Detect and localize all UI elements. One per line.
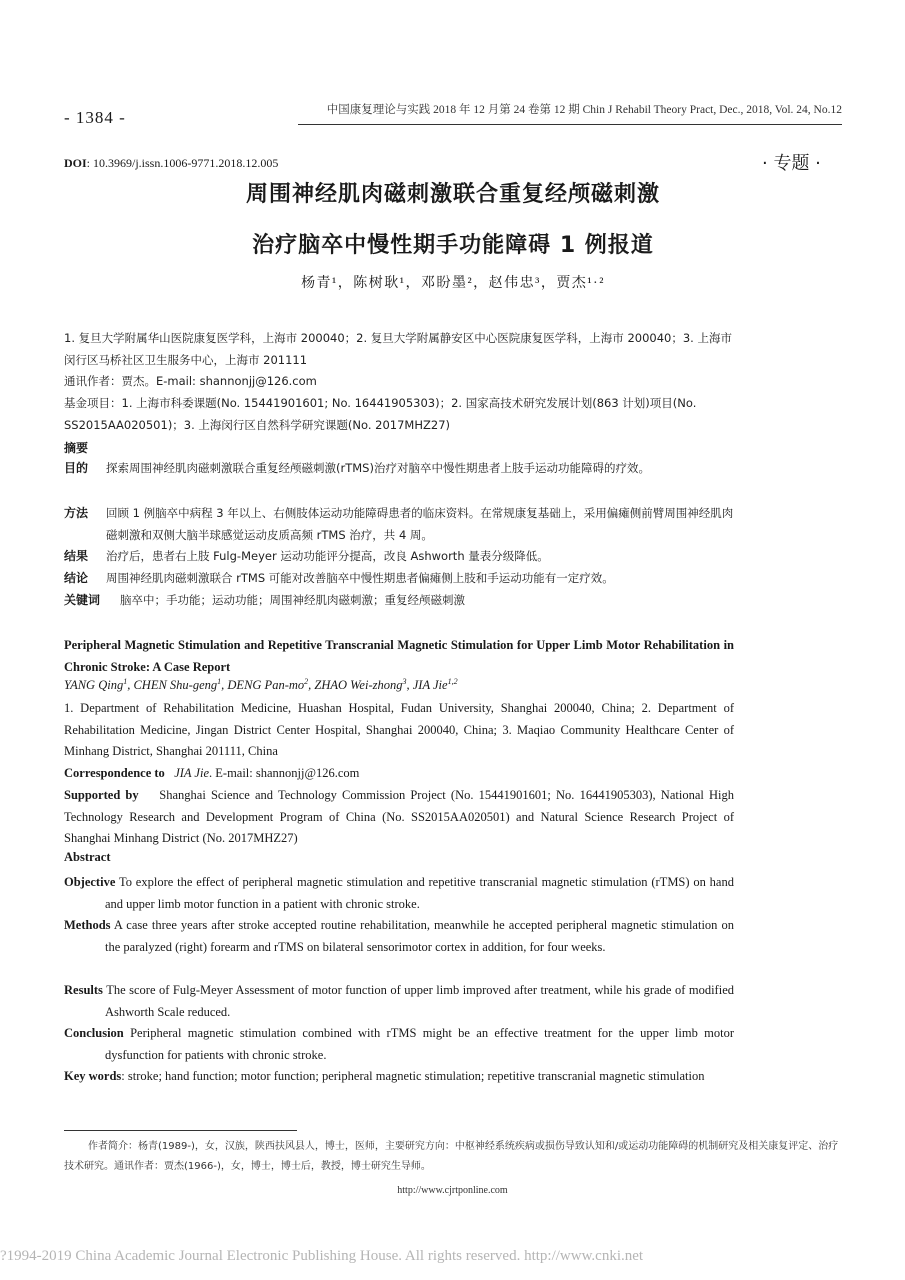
- author-en-2-sup: 1: [217, 677, 222, 686]
- section-label: · 专题 ·: [762, 153, 821, 174]
- author-en-3: DENG Pan-mo: [227, 678, 305, 693]
- authors-cn: 杨青¹，陈树耿¹，邓盼墨²，赵伟忠³，贾杰¹·²: [301, 276, 605, 291]
- abstract-cn-results-label: 结果: [64, 549, 89, 563]
- abstract-cn-conclusion-text: 周围神经肌肉磁刺激联合 rTMS 可能对改善脑卒中慢性期患者偏瘫侧上肢和手运动功能有一定疗效。: [106, 571, 614, 585]
- author-en-3-sup: 2: [304, 677, 309, 686]
- correspondence-en-label: Correspondence to: [64, 766, 165, 780]
- footnote-rule: [64, 1130, 297, 1131]
- abstract-en-keywords-text: : stroke; hand function; motor function; peripheral magnetic stimulation; repetitive transcranial magnetic stimulation: [121, 1069, 705, 1083]
- correspondence-en-text: . E-mail: shannonjj@126.com: [209, 766, 360, 780]
- abstract-cn-methods-text: 回顾 1 例脑卒中病程 3 年以上、右侧肢体运动功能障碍患者的临床资料。在常规康复基础上，采用偏瘫侧前臂周围神经肌肉磁刺激和双侧大脑半球感觉运动皮质高频 rTMS 治疗，共 4 周。: [106, 506, 734, 542]
- abstract-cn-objective-label: 目的: [64, 461, 89, 475]
- page-number: - 1384 -: [64, 108, 126, 127]
- cnki-watermark: ?1994-2019 China Academic Journal Electronic Publishing House. All rights reserved. http://www.cnki.net: [0, 1248, 644, 1264]
- abstract-en-conclusion-label: Conclusion: [64, 1026, 124, 1040]
- abstract-en-methods: [64, 915, 734, 958]
- author-en-5-sup: 1,2: [447, 677, 458, 686]
- abstract-en-objective-text: To explore the effect of peripheral magnetic stimulation and repetitive transcranial magnetic stimulation (rTMS) on hand and upper limb motor function in a patient with chronic stroke.: [105, 875, 734, 911]
- footer-url: http://www.cjrtponline.com: [397, 1185, 508, 1196]
- journal-header: 中国康复理论与实践 2018 年 12 月第 24 卷第 12 期 Chin J Rehabil Theory Pract, Dec., 2018, Vol. 24, No.12: [326, 104, 842, 116]
- author-en-1: YANG Qing: [64, 678, 124, 693]
- abstract-en-results-text: The score of Fulg-Meyer Assessment of motor function of upper limb improved after treatment, while his grade of modified Ashworth Scale reduced.: [105, 983, 734, 1019]
- abstract-en-methods-text: A case three years after stroke accepted routine rehabilitation, meanwhile he accepted peripheral magnetic stimulation on the paralyzed (right) forearm and rTMS on bilateral sensorimotor cortex in addition, for four weeks.: [105, 918, 734, 954]
- abstract-cn-objective-text: 探索周围神经肌肉磁刺激联合重复经颅磁刺激(rTMS)治疗对脑卒中慢性期患者上肢手运动功能障碍的疗效。: [106, 461, 650, 475]
- abstract-cn-keywords-label: 关键词: [64, 593, 101, 607]
- abstract-heading-cn: 摘要: [64, 441, 89, 455]
- author-footnote: 作者简介：杨青(1989-)，女，汉族，陕西扶风县人，博士，医师，主要研究方向：中枢神经系统疾病或损伤导致认知和/或运动功能障碍的机制研究及相关康复评定、治疗技术研究。通讯作者：贾杰(1966-)，女，博士，博士后，教授，博士研究生导师。: [64, 1141, 839, 1172]
- title-cn-line2: 治疗脑卒中慢性期手功能障碍 1 例报道: [252, 233, 654, 258]
- correspondence-cn: 通讯作者：贾杰。E-mail: shannonjj@126.com: [64, 374, 317, 388]
- author-en-4: ZHAO Wei-zhong: [314, 678, 403, 693]
- author-en-1-sup: 1: [123, 677, 128, 686]
- title-cn-line1: 周围神经肌肉磁刺激联合重复经颅磁刺激: [245, 182, 660, 207]
- doi-label: DOI: [64, 156, 87, 170]
- authors-en: YANG Qing$^1$, CHEN Shu-geng$^1$, DENG Pan-$mo^2$, ZHAO Wei-zhong$^3$, JIA Jie$^{1,2}$: [64, 677, 458, 693]
- abstract-cn-methods: [64, 503, 734, 546]
- abstract-cn-keywords: [64, 590, 734, 612]
- abstract-en-results-label: Results: [64, 983, 103, 997]
- correspondence-en: [64, 763, 734, 785]
- abstract-en-methods-label: Methods: [64, 918, 111, 932]
- affiliations-cn: 1. 复旦大学附属华山医院康复医学科，上海市 200040；2. 复旦大学附属静安区中心医院康复医学科，上海市 200040；3. 上海市闵行区马桥社区卫生服务中心，上海市 201111: [64, 331, 732, 367]
- supported-en-text: Shanghai Science and Technology Commission Project (No. 15441901601; No. 16441905303), National High Technology Research and Development Program of China (No. SS2015AA020501) and Natural Science Research Project of Shanghai Minhang District (No. 2017MHZ27): [64, 788, 734, 845]
- author-en-5: JIA Jie: [412, 678, 448, 693]
- abstract-en-conclusion-text: Peripheral magnetic stimulation combined with rTMS might be an effective treatment for the upper limb motor dysfunction for patients with chronic stroke.: [105, 1026, 734, 1062]
- funding-cn: 基金项目：1. 上海市科委课题(No. 15441901601; No. 16441905303)；2. 国家高技术研究发展计划(863 计划)项目(No. SS2015AA020501)；3. 上海闵行区自然科学研究课题(No. 2017MHZ27): [64, 396, 697, 432]
- affiliations-en: 1. Department of Rehabilitation Medicine, Huashan Hospital, Fudan University, Shanghai 200040, China; 2. Department of Rehabilitation Medicine, Jingan District Center Hospital, Shanghai 200040, China; 3. Maqiao Community Healthcare Center of Minhang District, Shanghai 201111, China: [64, 701, 734, 758]
- abstract-cn-keywords-text: 脑卒中；手功能；运动功能；周围神经肌肉磁刺激；重复经颅磁刺激: [120, 593, 465, 607]
- abstract-en-objective-label: Objective: [64, 875, 116, 889]
- doi-value: : 10.3969/j.issn.1006-9771.2018.12.005: [86, 156, 279, 170]
- doi-line: [64, 156, 278, 171]
- abstract-cn-methods-label: 方法: [64, 506, 89, 520]
- abstract-cn-conclusion-label: 结论: [64, 571, 89, 585]
- abstract-en-results: [64, 980, 734, 1023]
- header-rule: [298, 124, 842, 125]
- author-en-4-sup: 3: [402, 677, 407, 686]
- abstract-en-objective: [64, 872, 734, 915]
- abstract-en-conclusion: [64, 1023, 734, 1066]
- correspondence-en-name: JIA Jie: [174, 766, 210, 780]
- abstract-cn-conclusion: [64, 568, 734, 590]
- title-en: Peripheral Magnetic Stimulation and Repetitive Transcranial Magnetic Stimulation for Upper Limb Motor Rehabilitation in Chronic Stroke: A Case Report: [64, 638, 734, 674]
- supported-en: [64, 785, 734, 850]
- abstract-heading-en: Abstract: [64, 850, 111, 864]
- abstract-en-keywords-label: Key words: [64, 1069, 122, 1083]
- abstract-cn-objective: [64, 458, 734, 480]
- author-en-2: CHEN Shu-geng: [133, 678, 218, 693]
- supported-en-label: Supported by: [64, 788, 139, 802]
- abstract-cn-results: [64, 546, 734, 568]
- abstract-en-keywords: [64, 1066, 734, 1088]
- abstract-cn-results-text: 治疗后，患者右上肢 Fulg-Meyer 运动功能评分提高，改良 Ashworth 量表分级降低。: [106, 549, 549, 563]
